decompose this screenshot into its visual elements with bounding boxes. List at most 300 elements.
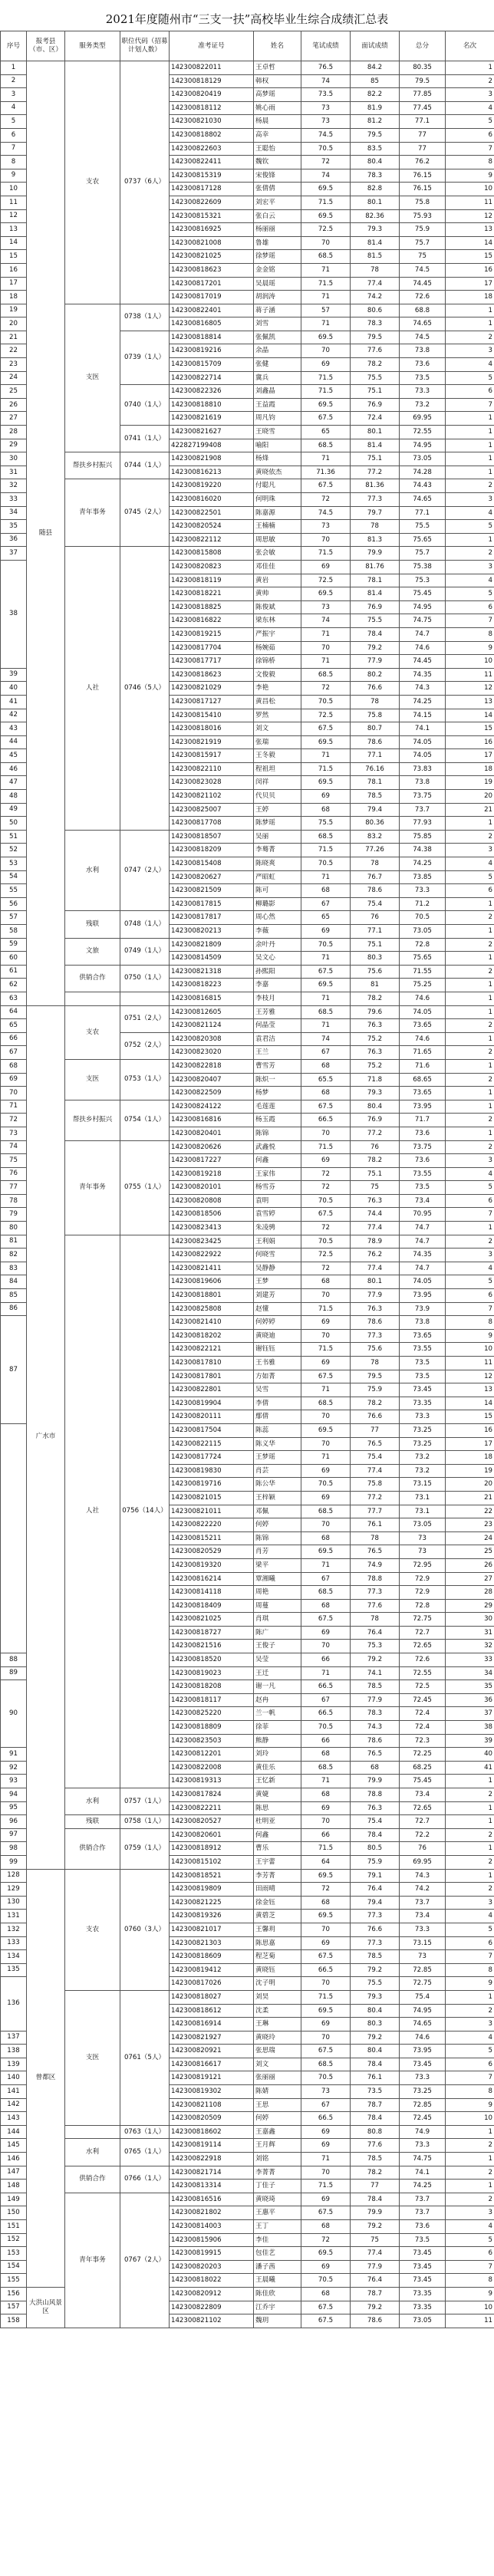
name-cell: 吴晨瑶 xyxy=(254,277,301,291)
total-score-cell: 72.8 xyxy=(400,1599,446,1613)
written-score-cell: 67.5 xyxy=(301,722,351,736)
seq-cell: 140 xyxy=(1,2071,27,2085)
exam-id-cell: 142300821619 xyxy=(170,412,254,426)
rank-cell: 13 xyxy=(446,695,494,709)
written-score-cell: 71.5 xyxy=(301,1140,351,1154)
written-score-cell: 70.5 xyxy=(301,2274,351,2288)
written-score-cell: 72.5 xyxy=(301,709,351,722)
written-score-cell: 57 xyxy=(301,304,351,317)
name-cell: 毛莲莲 xyxy=(254,1100,301,1114)
name-cell: 高幸 xyxy=(254,128,301,142)
rank-cell: 1 xyxy=(446,1059,494,1073)
name-cell: 蒋子涵 xyxy=(254,304,301,317)
name-cell: 余叶丹 xyxy=(254,938,301,952)
rank-cell: 4 xyxy=(446,1262,494,1275)
interview-score-cell: 82.36 xyxy=(351,209,400,223)
total-score-cell: 77.93 xyxy=(400,817,446,831)
total-score-cell: 73.6 xyxy=(400,2220,446,2234)
rank-cell: 10 xyxy=(446,2112,494,2126)
rank-cell: 21 xyxy=(446,1491,494,1505)
rank-cell: 7 xyxy=(446,1208,494,1222)
exam-id-cell: 142300819313 xyxy=(170,1775,254,1788)
interview-score-cell: 79.2 xyxy=(351,641,400,655)
exam-id-cell: 142300821102 xyxy=(170,2314,254,2328)
name-cell: 刘雪 xyxy=(254,317,301,331)
interview-score-cell: 71.8 xyxy=(351,1073,400,1087)
seq-cell: 31 xyxy=(1,466,27,479)
exam-id-cell: 142300816617 xyxy=(170,2058,254,2071)
seq-cell: 14 xyxy=(1,236,27,250)
exam-id-cell: 142300823503 xyxy=(170,1734,254,1748)
total-score-cell: 76 xyxy=(400,1842,446,1856)
name-cell: 黄晓琦 xyxy=(254,2193,301,2206)
seq-cell: 24 xyxy=(1,371,27,385)
written-score-cell: 67.5 xyxy=(301,1208,351,1222)
total-score-cell: 73.3 xyxy=(400,2139,446,2153)
rank-cell: 9 xyxy=(446,2098,494,2112)
seq-cell: 91 xyxy=(1,1748,27,1762)
interview-score-cell: 77.9 xyxy=(351,655,400,669)
total-score-cell: 71.2 xyxy=(400,897,446,911)
written-score-cell: 66 xyxy=(301,1828,351,1842)
total-score-cell: 72.2 xyxy=(400,1828,446,1842)
written-score-cell: 73 xyxy=(301,101,351,115)
table-row xyxy=(1,992,494,1005)
service-type-cell: 支医 xyxy=(65,1990,120,2125)
name-cell: 刘文 xyxy=(254,2058,301,2071)
exam-id-cell: 142300818802 xyxy=(170,128,254,142)
service-type-cell: 青年事务 xyxy=(65,479,120,547)
table-body xyxy=(1,61,494,2328)
total-score-cell: 74.5 xyxy=(400,263,446,277)
written-score-cell: 70 xyxy=(301,1815,351,1829)
name-cell: 邓佳佳 xyxy=(254,560,301,574)
written-score-cell: 68.5 xyxy=(301,439,351,452)
interview-score-cell: 77.7 xyxy=(351,1505,400,1518)
written-score-cell: 71.5 xyxy=(301,547,351,561)
written-score-cell: 68.5 xyxy=(301,830,351,844)
seq-cell: 156 xyxy=(1,2287,27,2301)
interview-score-cell: 77.6 xyxy=(351,2139,400,2153)
service-type-cell: 水利 xyxy=(65,2139,120,2166)
interview-score-cell: 80.6 xyxy=(351,304,400,317)
written-score-cell: 70 xyxy=(301,1127,351,1140)
total-score-cell: 72.5 xyxy=(400,1680,446,1694)
seq-cell: 67 xyxy=(1,1046,27,1060)
interview-score-cell: 74.4 xyxy=(351,1208,400,1222)
exam-id-cell: 142300819023 xyxy=(170,1666,254,1680)
interview-score-cell: 75.4 xyxy=(351,1451,400,1465)
total-score-cell: 73.8 xyxy=(400,776,446,790)
exam-id-cell: 142300821029 xyxy=(170,682,254,696)
total-score-cell: 73.75 xyxy=(400,1140,446,1154)
job-code-cell: 0740（1人） xyxy=(120,385,170,426)
written-score-cell: 70 xyxy=(301,1437,351,1451)
exam-id-cell: 142300817704 xyxy=(170,641,254,655)
written-score-cell: 70 xyxy=(301,1977,351,1991)
seq-cell: 73 xyxy=(1,1127,27,1140)
exam-id-cell: 142300813314 xyxy=(170,2180,254,2193)
exam-id-cell: 142300816805 xyxy=(170,317,254,331)
rank-cell: 1 xyxy=(446,1990,494,2004)
written-score-cell: 72 xyxy=(301,1262,351,1275)
interview-score-cell: 78 xyxy=(351,1531,400,1545)
total-score-cell: 72.85 xyxy=(400,2098,446,2112)
seq-cell: 93 xyxy=(1,1775,27,1788)
written-score-cell: 70.5 xyxy=(301,1235,351,1249)
written-score-cell: 71.5 xyxy=(301,1842,351,1856)
rank-cell: 1 xyxy=(446,2180,494,2193)
written-score-cell: 71 xyxy=(301,2153,351,2166)
job-code-cell: 0747（2人） xyxy=(120,830,170,911)
total-score-cell: 75.4 xyxy=(400,1990,446,2004)
total-score-cell: 77.1 xyxy=(400,115,446,129)
interview-score-cell: 79.5 xyxy=(351,331,400,344)
service-type-cell: 文旅 xyxy=(65,938,120,965)
rank-cell: 2 xyxy=(446,1235,494,1249)
seq-cell: 89 xyxy=(1,1666,27,1680)
service-type-cell: 青年事务 xyxy=(65,2193,120,2328)
exam-id-cell: 142300820601 xyxy=(170,1828,254,1842)
written-score-cell: 69 xyxy=(301,2018,351,2032)
table-row xyxy=(1,1869,494,1883)
job-code-cell: 0739（1人） xyxy=(120,331,170,384)
seq-cell: 46 xyxy=(1,762,27,776)
seq-cell xyxy=(1,1423,27,1653)
name-cell: 李嘉 xyxy=(254,979,301,992)
seq-cell: 155 xyxy=(1,2274,27,2288)
seq-cell: 157 xyxy=(1,2301,27,2314)
rank-cell: 14 xyxy=(446,1397,494,1410)
seq-cell: 54 xyxy=(1,870,27,884)
written-score-cell: 69 xyxy=(301,1464,351,1478)
seq-cell: 36 xyxy=(1,533,27,547)
seq-cell: 136 xyxy=(1,1977,27,2031)
written-score-cell: 66.5 xyxy=(301,1114,351,1127)
total-score-cell: 73 xyxy=(400,1531,446,1545)
written-score-cell: 67 xyxy=(301,1572,351,1586)
written-score-cell: 71.5 xyxy=(301,1343,351,1357)
total-score-cell: 77.85 xyxy=(400,88,446,102)
total-score-cell: 74.5 xyxy=(400,331,446,344)
name-cell: 刘玲 xyxy=(254,1748,301,1762)
rank-cell: 11 xyxy=(446,2314,494,2328)
rank-cell: 3 xyxy=(446,2206,494,2220)
name-cell: 杨玉霞 xyxy=(254,1114,301,1127)
exam-id-cell: 142300820407 xyxy=(170,1073,254,1087)
name-cell: 杨婉茹 xyxy=(254,641,301,655)
total-score-cell: 72.7 xyxy=(400,1626,446,1640)
name-cell: 王忆新 xyxy=(254,1775,301,1788)
seq-cell: 95 xyxy=(1,1801,27,1815)
rank-cell: 1 xyxy=(446,979,494,992)
rank-cell: 1 xyxy=(446,1087,494,1100)
name-cell: 张倩倩 xyxy=(254,183,301,196)
seq-cell: 48 xyxy=(1,790,27,804)
written-score-cell: 70.5 xyxy=(301,695,351,709)
written-score-cell: 68 xyxy=(301,1275,351,1289)
exam-id-cell: 142300822922 xyxy=(170,1249,254,1262)
rank-cell: 34 xyxy=(446,1666,494,1680)
exam-id-cell: 142300818208 xyxy=(170,1680,254,1694)
seq-cell: 60 xyxy=(1,952,27,966)
seq-cell: 64 xyxy=(1,1005,27,1019)
seq-cell: 12 xyxy=(1,209,27,223)
total-score-cell: 74.25 xyxy=(400,2180,446,2193)
seq-cell: 92 xyxy=(1,1761,27,1775)
name-cell: 陈佳欣 xyxy=(254,2287,301,2301)
seq-cell: 70 xyxy=(1,1087,27,1100)
rank-cell: 3 xyxy=(446,560,494,574)
written-score-cell: 66.5 xyxy=(301,1963,351,1977)
seq-cell: 149 xyxy=(1,2193,27,2206)
table-row xyxy=(1,965,494,979)
service-type-cell: 支农 xyxy=(65,1005,120,1059)
written-score-cell: 67.5 xyxy=(301,2045,351,2058)
total-score-cell: 72.45 xyxy=(400,1693,446,1707)
rank-cell: 1 xyxy=(446,439,494,452)
interview-score-cell: 76.5 xyxy=(351,1748,400,1762)
rank-cell: 4 xyxy=(446,101,494,115)
interview-score-cell: 80.1 xyxy=(351,426,400,439)
total-score-cell: 72.3 xyxy=(400,1734,446,1748)
exam-id-cell: 142300819320 xyxy=(170,1558,254,1572)
exam-id-cell: 142300819915 xyxy=(170,2247,254,2261)
total-score-cell: 73.83 xyxy=(400,762,446,776)
interview-score-cell: 78.4 xyxy=(351,1828,400,1842)
written-score-cell: 64 xyxy=(301,1855,351,1869)
name-cell: 张佩凯 xyxy=(254,331,301,344)
total-score-cell: 73.95 xyxy=(400,1289,446,1303)
written-score-cell: 69 xyxy=(301,1316,351,1330)
name-cell: 王晓雪 xyxy=(254,426,301,439)
name-cell: 杜明亚 xyxy=(254,1815,301,1829)
rank-cell: 1 xyxy=(446,1815,494,1829)
county-cell: 曾都区 xyxy=(27,1869,65,2287)
interview-score-cell: 74.2 xyxy=(351,291,400,304)
interview-score-cell: 80.36 xyxy=(351,817,400,831)
written-score-cell: 71.5 xyxy=(301,844,351,857)
interview-score-cell: 78.3 xyxy=(351,1707,400,1721)
interview-score-cell: 78.6 xyxy=(351,2314,400,2328)
seq-cell: 98 xyxy=(1,1842,27,1856)
interview-score-cell: 83.5 xyxy=(351,142,400,156)
seq-cell: 81 xyxy=(1,1235,27,1249)
job-code-cell: 0748（1人） xyxy=(120,911,170,938)
total-score-cell: 73.35 xyxy=(400,2301,446,2314)
total-score-cell: 68.25 xyxy=(400,1761,446,1775)
total-score-cell: 75.8 xyxy=(400,196,446,209)
interview-score-cell: 78.6 xyxy=(351,735,400,749)
exam-id-cell: 142300819809 xyxy=(170,1883,254,1897)
name-cell: 周凡钧 xyxy=(254,412,301,426)
rank-cell: 19 xyxy=(446,1464,494,1478)
exam-id-cell: 142300822326 xyxy=(170,385,254,399)
exam-id-cell: 142300818506 xyxy=(170,1208,254,1222)
total-score-cell: 73.7 xyxy=(400,803,446,817)
total-score-cell: 77.45 xyxy=(400,101,446,115)
total-score-cell: 74.2 xyxy=(400,1883,446,1897)
total-score-cell: 72.55 xyxy=(400,426,446,439)
exam-id-cell: 142300820524 xyxy=(170,520,254,534)
written-score-cell: 69 xyxy=(301,1936,351,1950)
name-cell: 张健 xyxy=(254,358,301,372)
exam-id-cell: 142300818112 xyxy=(170,101,254,115)
exam-id-cell: 142300820203 xyxy=(170,2260,254,2274)
seq-cell: 75 xyxy=(1,1154,27,1168)
total-score-cell: 73.25 xyxy=(400,1423,446,1437)
rank-cell: 2 xyxy=(446,74,494,88)
written-score-cell: 70 xyxy=(301,2166,351,2180)
exam-id-cell: 142300817801 xyxy=(170,1370,254,1383)
name-cell: 赵懂 xyxy=(254,1302,301,1316)
name-cell: 王书雅 xyxy=(254,1357,301,1370)
interview-score-cell: 76.3 xyxy=(351,1194,400,1208)
exam-id-cell: 142300818609 xyxy=(170,1950,254,1964)
exam-id-cell: 142300818117 xyxy=(170,1693,254,1707)
exam-id-cell: 142300818016 xyxy=(170,722,254,736)
name-cell: 陈炽一 xyxy=(254,1073,301,1087)
rank-cell: 36 xyxy=(446,1693,494,1707)
rank-cell: 25 xyxy=(446,1545,494,1559)
written-score-cell: 67 xyxy=(301,1693,351,1707)
exam-id-cell: 142300817227 xyxy=(170,1154,254,1168)
exam-id-cell: 142300821509 xyxy=(170,884,254,898)
seq-cell: 146 xyxy=(1,2153,27,2166)
total-score-cell: 74.3 xyxy=(400,682,446,696)
total-score-cell: 77.1 xyxy=(400,506,446,520)
seq-cell: 77 xyxy=(1,1181,27,1195)
total-score-cell: 71.6 xyxy=(400,1059,446,1073)
written-score-cell: 68.5 xyxy=(301,1761,351,1775)
name-cell: 王宇蕾 xyxy=(254,1855,301,1869)
seq-cell: 145 xyxy=(1,2139,27,2153)
total-score-cell: 79.5 xyxy=(400,74,446,88)
total-score-cell: 73.3 xyxy=(400,1410,446,1424)
table-row xyxy=(1,1005,494,1019)
seq-cell: 74 xyxy=(1,1140,27,1154)
rank-cell: 2 xyxy=(446,938,494,952)
job-code-cell: 0763（1人） xyxy=(120,2125,170,2139)
interview-score-cell: 78.2 xyxy=(351,992,400,1005)
county-cell: 广水市 xyxy=(27,1005,65,1869)
rank-cell: 7 xyxy=(446,142,494,156)
rank-cell: 2 xyxy=(446,2193,494,2206)
total-score-cell: 74.45 xyxy=(400,277,446,291)
seq-cell: 21 xyxy=(1,331,27,344)
written-score-cell: 68 xyxy=(301,2287,351,2301)
seq-cell: 99 xyxy=(1,1855,27,1869)
service-type-cell: 人社 xyxy=(65,547,120,830)
written-score-cell: 73.5 xyxy=(301,88,351,102)
exam-id-cell: 142300820419 xyxy=(170,88,254,102)
seq-cell: 97 xyxy=(1,1828,27,1842)
interview-score-cell: 78.6 xyxy=(351,1316,400,1330)
interview-score-cell: 82.2 xyxy=(351,88,400,102)
name-cell: 姚心雨 xyxy=(254,101,301,115)
total-score-cell: 74.28 xyxy=(400,466,446,479)
written-score-cell: 67.5 xyxy=(301,412,351,426)
written-score-cell: 69 xyxy=(301,790,351,804)
table-row xyxy=(1,1140,494,1154)
rank-cell: 2 xyxy=(446,1788,494,1802)
name-cell: 武鑫悦 xyxy=(254,1140,301,1154)
name-cell: 陈公华 xyxy=(254,1478,301,1492)
written-score-cell: 70 xyxy=(301,1289,351,1303)
exam-id-cell: 142300816816 xyxy=(170,1114,254,1127)
exam-id-cell: 142300817127 xyxy=(170,695,254,709)
interview-score-cell: 77.2 xyxy=(351,1127,400,1140)
rank-cell: 3 xyxy=(446,1154,494,1168)
rank-cell: 6 xyxy=(446,600,494,614)
rank-cell: 7 xyxy=(446,1950,494,1964)
total-score-cell: 72.65 xyxy=(400,1801,446,1815)
seq-cell: 84 xyxy=(1,1275,27,1289)
name-cell: 王婷 xyxy=(254,803,301,817)
seq-cell: 17 xyxy=(1,277,27,291)
name-cell: 徐金钰 xyxy=(254,1896,301,1910)
job-code-cell xyxy=(120,992,170,1005)
rank-cell: 18 xyxy=(446,1451,494,1465)
name-cell: 张瑞 xyxy=(254,735,301,749)
written-score-cell: 67.5 xyxy=(301,965,351,979)
total-score-cell: 75.93 xyxy=(400,209,446,223)
exam-id-cell: 142300819302 xyxy=(170,2085,254,2099)
name-cell: 吴丽 xyxy=(254,830,301,844)
exam-id-cell: 142300819114 xyxy=(170,2139,254,2153)
total-score-cell: 75.65 xyxy=(400,533,446,547)
seq-cell: 153 xyxy=(1,2247,27,2261)
total-score-cell: 73.35 xyxy=(400,1397,446,1410)
exam-id-cell: 142300819216 xyxy=(170,344,254,358)
interview-score-cell: 75.1 xyxy=(351,452,400,466)
exam-id-cell: 142300822809 xyxy=(170,2301,254,2314)
total-score-cell: 74.05 xyxy=(400,1275,446,1289)
written-score-cell: 68 xyxy=(301,1896,351,1910)
rank-cell: 6 xyxy=(446,2247,494,2261)
name-cell: 黄婕 xyxy=(254,1788,301,1802)
interview-score-cell: 77.9 xyxy=(351,1289,400,1303)
interview-score-cell: 79.2 xyxy=(351,1963,400,1977)
interview-score-cell: 79.2 xyxy=(351,2031,400,2045)
name-cell: 徐梦瑶 xyxy=(254,250,301,264)
written-score-cell: 71 xyxy=(301,263,351,277)
total-score-cell: 74.3 xyxy=(400,1869,446,1883)
name-cell: 李薇 xyxy=(254,925,301,939)
written-score-cell: 67 xyxy=(301,897,351,911)
seq-cell: 55 xyxy=(1,884,27,898)
written-score-cell: 72.5 xyxy=(301,574,351,587)
seq-cell: 152 xyxy=(1,2233,27,2247)
seq-cell: 148 xyxy=(1,2180,27,2193)
seq-cell: 131 xyxy=(1,1910,27,1923)
exam-id-cell: 142300822211 xyxy=(170,1801,254,1815)
name-cell: 王芳雅 xyxy=(254,1005,301,1019)
name-cell: 李芳菁 xyxy=(254,1869,301,1883)
rank-cell: 9 xyxy=(446,169,494,183)
written-score-cell: 67.5 xyxy=(301,1950,351,1964)
service-type-cell: 帮扶乡村振兴 xyxy=(65,452,120,479)
exam-id-cell: 142300816020 xyxy=(170,493,254,507)
rank-cell: 1 xyxy=(446,952,494,966)
name-cell: 陈锦 xyxy=(254,1127,301,1140)
written-score-cell: 73 xyxy=(301,115,351,129)
written-score-cell: 69.5 xyxy=(301,1545,351,1559)
exam-id-cell: 142300825220 xyxy=(170,1707,254,1721)
written-score-cell: 66.5 xyxy=(301,1680,351,1694)
total-score-cell: 75 xyxy=(400,250,446,264)
written-score-cell: 71.5 xyxy=(301,762,351,776)
